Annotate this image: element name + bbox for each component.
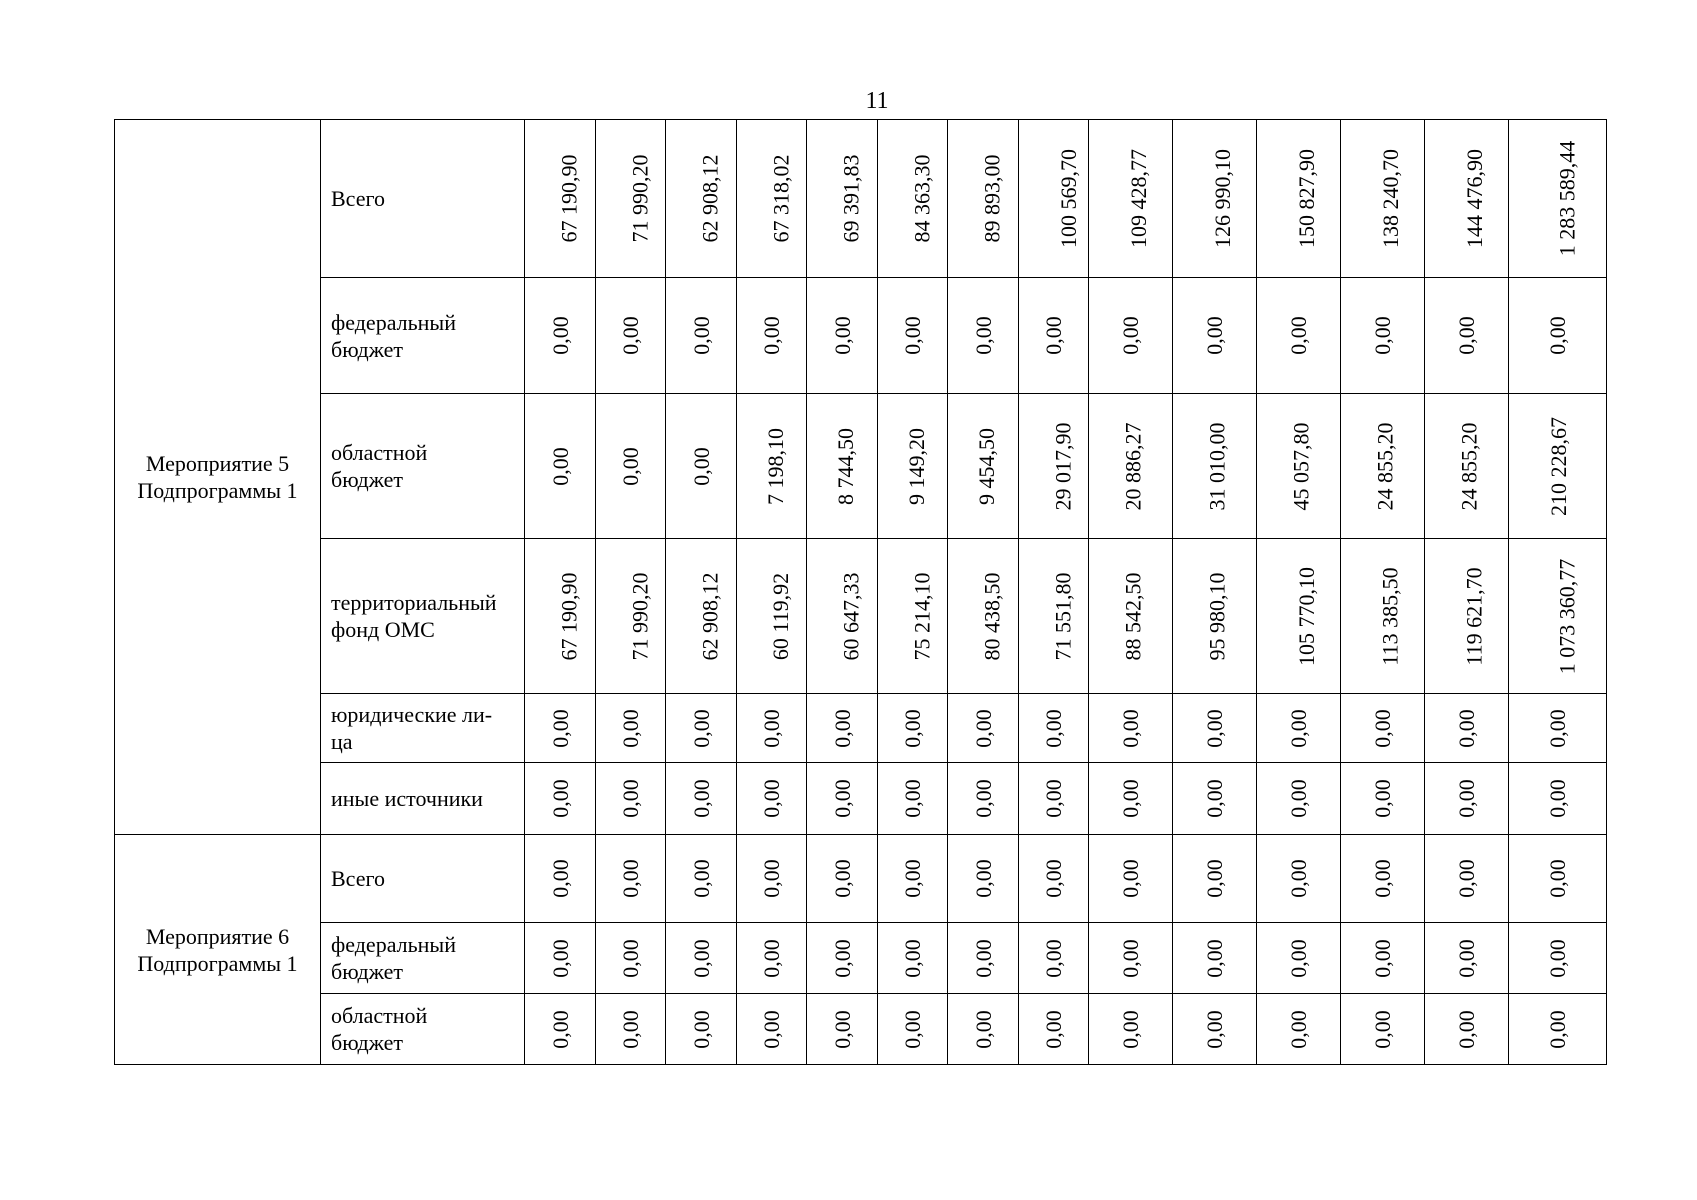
- amount-value: 0,00: [759, 779, 784, 818]
- amount-cell: [1341, 923, 1425, 994]
- amount-value: 0,00: [618, 316, 643, 355]
- amount-cell: [1173, 994, 1257, 1065]
- amount-value: 0,00: [547, 1009, 573, 1049]
- page-number: 11: [865, 88, 889, 114]
- amount-cell: [525, 994, 596, 1065]
- amount-cell: [525, 763, 596, 835]
- amount-value: 126 990,10: [1210, 149, 1235, 248]
- funding-source-label: иные источники: [331, 786, 483, 811]
- amount-cell: [1425, 835, 1509, 923]
- amount-cell: [525, 694, 596, 763]
- funding-source-label: областной бюджет: [331, 1003, 428, 1055]
- amount-cell: [1341, 539, 1425, 694]
- amount-value: 0,00: [1545, 938, 1570, 978]
- amount-cell: [666, 278, 737, 394]
- amount-cell: [1509, 278, 1607, 394]
- amount-cell: [1019, 994, 1089, 1065]
- amount-cell: [1089, 994, 1173, 1065]
- amount-cell: [525, 394, 596, 539]
- amount-value: 20 886,27: [1120, 422, 1146, 510]
- amount-cell: [1341, 694, 1425, 763]
- amount-value: 210 228,67: [1546, 416, 1571, 516]
- amount-cell: [948, 835, 1019, 923]
- amount-cell: [878, 120, 948, 278]
- amount-value: 0,00: [900, 938, 925, 978]
- amount-value: 0,00: [1545, 1009, 1570, 1049]
- amount-cell: [878, 539, 948, 694]
- amount-value: 0,00: [688, 859, 714, 898]
- amount-cell: [878, 994, 948, 1065]
- amount-value: 60 647,33: [838, 572, 864, 660]
- amount-value: 0,00: [1286, 779, 1311, 818]
- amount-value: 80 438,50: [979, 572, 1005, 660]
- amount-cell: [878, 923, 948, 994]
- amount-value: 0,00: [688, 708, 714, 748]
- amount-value: 0,00: [1041, 859, 1066, 898]
- amount-value: 1 283 589,44: [1554, 140, 1580, 257]
- amount-value: 0,00: [1545, 708, 1570, 748]
- amount-cell: [666, 923, 737, 994]
- amount-value: 67 190,90: [556, 154, 582, 243]
- amount-value: 0,00: [1202, 708, 1227, 748]
- table-row: [115, 694, 1607, 763]
- amount-value: 144 476,90: [1462, 149, 1487, 248]
- amount-cell: [596, 763, 666, 835]
- amount-cell: [525, 923, 596, 994]
- amount-value: 95 980,10: [1204, 572, 1230, 660]
- amount-value: 0,00: [759, 859, 784, 898]
- amount-value: 0,00: [1454, 938, 1479, 978]
- amount-value: 89 893,00: [979, 154, 1005, 243]
- amount-cell: [596, 120, 666, 278]
- amount-cell: [1341, 835, 1425, 923]
- amount-value: 7 198,10: [763, 427, 788, 505]
- amount-cell: [1425, 994, 1509, 1065]
- amount-value: 0,00: [1041, 938, 1066, 978]
- amount-cell: [1173, 763, 1257, 835]
- amount-cell: [948, 763, 1019, 835]
- amount-value: 0,00: [688, 938, 714, 978]
- amount-value: 0,00: [970, 938, 996, 978]
- amount-cell: [1425, 278, 1509, 394]
- amount-cell: [737, 278, 807, 394]
- funding-source-label: территориальный фонд ОМС: [331, 590, 497, 642]
- amount-value: 0,00: [759, 1009, 784, 1049]
- amount-value: 1 073 360,77: [1554, 558, 1580, 674]
- amount-value: 105 770,10: [1294, 566, 1319, 666]
- amount-cell: [1019, 394, 1089, 539]
- amount-cell: [1173, 278, 1257, 394]
- amount-cell: [1089, 763, 1173, 835]
- amount-value: 0,00: [900, 779, 925, 818]
- amount-value: 0,00: [1118, 859, 1143, 898]
- amount-value: 67 318,02: [768, 154, 794, 243]
- funding-source-cell: [321, 835, 525, 923]
- amount-value: 0,00: [1118, 708, 1143, 748]
- amount-value: 0,00: [900, 708, 925, 748]
- table-row: [115, 539, 1607, 694]
- amount-cell: [525, 835, 596, 923]
- amount-cell: [1509, 763, 1607, 835]
- amount-cell: [878, 835, 948, 923]
- funding-source-label: Всего: [331, 186, 385, 211]
- amount-cell: [1089, 120, 1173, 278]
- amount-value: 0,00: [1286, 708, 1311, 748]
- amount-value: 0,00: [547, 316, 573, 355]
- amount-value: 109 428,77: [1126, 149, 1151, 248]
- amount-cell: [1509, 394, 1607, 539]
- amount-cell: [737, 923, 807, 994]
- amount-value: 0,00: [970, 779, 996, 818]
- funding-source-label: областной бюджет: [331, 440, 428, 492]
- amount-cell: [1425, 120, 1509, 278]
- amount-value: 0,00: [1370, 779, 1395, 818]
- amount-cell: [807, 120, 878, 278]
- amount-value: 0,00: [1202, 938, 1227, 978]
- amount-value: 67 190,90: [556, 572, 582, 660]
- amount-cell: [1425, 694, 1509, 763]
- amount-cell: [666, 394, 737, 539]
- event-label: Мероприятие 5 Подпрограммы 1: [137, 451, 298, 503]
- amount-value: 0,00: [1041, 708, 1066, 748]
- amount-value: 0,00: [1454, 859, 1479, 898]
- amount-value: 0,00: [688, 779, 714, 818]
- amount-cell: [948, 923, 1019, 994]
- amount-cell: [878, 694, 948, 763]
- table-row: [115, 394, 1607, 539]
- amount-cell: [737, 763, 807, 835]
- amount-cell: [525, 539, 596, 694]
- amount-value: 9 149,20: [904, 427, 929, 505]
- amount-cell: [1509, 994, 1607, 1065]
- funding-source-cell: [321, 994, 525, 1065]
- amount-cell: [948, 278, 1019, 394]
- amount-cell: [1089, 835, 1173, 923]
- amount-cell: [596, 694, 666, 763]
- amount-value: 9 454,50: [974, 427, 999, 505]
- funding-source-cell: [321, 394, 525, 539]
- amount-cell: [525, 120, 596, 278]
- amount-value: 0,00: [618, 779, 643, 818]
- amount-cell: [807, 278, 878, 394]
- amount-value: 0,00: [1370, 708, 1395, 748]
- amount-value: 0,00: [618, 446, 643, 486]
- amount-value: 71 990,20: [627, 154, 653, 243]
- funding-table: [114, 119, 1607, 1065]
- amount-cell: [1257, 394, 1341, 539]
- amount-value: 0,00: [829, 708, 855, 748]
- amount-value: 0,00: [1202, 316, 1227, 355]
- amount-value: 0,00: [688, 1009, 714, 1049]
- amount-cell: [1341, 120, 1425, 278]
- amount-cell: [807, 394, 878, 539]
- amount-cell: [1019, 539, 1089, 694]
- amount-value: 0,00: [759, 708, 784, 748]
- amount-value: 8 744,50: [833, 427, 858, 505]
- amount-cell: [807, 923, 878, 994]
- amount-value: 0,00: [1118, 938, 1143, 978]
- amount-cell: [1257, 994, 1341, 1065]
- amount-cell: [878, 763, 948, 835]
- amount-value: 24 855,20: [1372, 422, 1398, 510]
- amount-cell: [1425, 394, 1509, 539]
- amount-cell: [1509, 539, 1607, 694]
- amount-cell: [1019, 923, 1089, 994]
- amount-value: 71 990,20: [627, 572, 653, 660]
- amount-value: 0,00: [1202, 1009, 1227, 1049]
- amount-cell: [948, 539, 1019, 694]
- amount-value: 62 908,12: [697, 572, 723, 660]
- amount-cell: [1173, 923, 1257, 994]
- amount-cell: [1257, 923, 1341, 994]
- table-row: [115, 120, 1607, 278]
- amount-value: 0,00: [1286, 1009, 1311, 1049]
- amount-cell: [1341, 763, 1425, 835]
- amount-cell: [737, 994, 807, 1065]
- amount-value: 0,00: [1545, 316, 1570, 355]
- funding-source-cell: [321, 763, 525, 835]
- amount-cell: [948, 694, 1019, 763]
- funding-source-cell: [321, 539, 525, 694]
- amount-cell: [1341, 994, 1425, 1065]
- amount-cell: [1089, 394, 1173, 539]
- table-row: [115, 923, 1607, 994]
- amount-cell: [666, 539, 737, 694]
- amount-value: 0,00: [829, 1009, 855, 1049]
- amount-cell: [948, 994, 1019, 1065]
- amount-value: 0,00: [970, 859, 996, 898]
- amount-value: 60 119,92: [768, 572, 794, 660]
- amount-cell: [1425, 923, 1509, 994]
- amount-value: 0,00: [1286, 938, 1311, 978]
- amount-cell: [1341, 278, 1425, 394]
- amount-cell: [807, 835, 878, 923]
- amount-value: 0,00: [829, 938, 855, 978]
- amount-value: 0,00: [970, 708, 996, 748]
- amount-cell: [737, 694, 807, 763]
- amount-cell: [596, 539, 666, 694]
- funding-source-cell: [321, 278, 525, 394]
- amount-value: 138 240,70: [1378, 149, 1403, 248]
- amount-cell: [1509, 120, 1607, 278]
- amount-value: 0,00: [829, 859, 855, 898]
- amount-value: 0,00: [618, 859, 643, 898]
- amount-value: 0,00: [547, 446, 573, 486]
- amount-value: 0,00: [618, 1009, 643, 1049]
- amount-cell: [1425, 539, 1509, 694]
- amount-value: 88 542,50: [1120, 572, 1146, 660]
- amount-value: 0,00: [1454, 779, 1479, 818]
- amount-value: 0,00: [970, 316, 996, 355]
- amount-cell: [1257, 835, 1341, 923]
- amount-value: 113 385,50: [1377, 566, 1403, 666]
- amount-cell: [737, 835, 807, 923]
- table-row: [115, 835, 1607, 923]
- amount-cell: [666, 694, 737, 763]
- amount-cell: [1173, 120, 1257, 278]
- amount-cell: [807, 994, 878, 1065]
- amount-value: 45 057,80: [1288, 422, 1314, 510]
- amount-value: 0,00: [900, 1009, 925, 1049]
- amount-value: 0,00: [1370, 938, 1395, 978]
- amount-value: 0,00: [1118, 1009, 1143, 1049]
- amount-value: 0,00: [1370, 316, 1395, 355]
- amount-cell: [878, 278, 948, 394]
- amount-value: 0,00: [1370, 1009, 1395, 1049]
- amount-cell: [807, 694, 878, 763]
- amount-cell: [948, 120, 1019, 278]
- amount-cell: [1257, 278, 1341, 394]
- amount-value: 0,00: [1041, 316, 1066, 355]
- amount-value: 0,00: [1370, 859, 1395, 898]
- amount-cell: [1019, 278, 1089, 394]
- amount-cell: [596, 923, 666, 994]
- table-row: [115, 994, 1607, 1065]
- amount-value: 0,00: [547, 779, 573, 818]
- amount-cell: [1257, 539, 1341, 694]
- funding-source-label: федеральный бюджет: [331, 932, 456, 984]
- amount-value: 0,00: [547, 708, 573, 748]
- amount-value: 75 214,10: [909, 572, 935, 660]
- funding-source-cell: [321, 694, 525, 763]
- amount-value: 0,00: [1041, 779, 1066, 818]
- event-label-cell: [115, 835, 321, 1065]
- amount-value: 84 363,30: [909, 154, 935, 243]
- amount-cell: [1257, 694, 1341, 763]
- funding-source-cell: [321, 120, 525, 278]
- amount-value: 0,00: [1202, 779, 1227, 818]
- amount-cell: [596, 835, 666, 923]
- amount-cell: [525, 278, 596, 394]
- amount-value: 100 569,70: [1056, 149, 1081, 248]
- amount-value: 31 010,00: [1204, 422, 1230, 510]
- amount-cell: [666, 835, 737, 923]
- amount-cell: [737, 120, 807, 278]
- amount-value: 0,00: [970, 1009, 996, 1049]
- amount-value: 0,00: [618, 938, 643, 978]
- table-row: [115, 763, 1607, 835]
- amount-value: 29 017,90: [1050, 422, 1076, 510]
- amount-value: 62 908,12: [697, 154, 723, 243]
- amount-value: 0,00: [829, 779, 855, 818]
- amount-value: 0,00: [1286, 859, 1311, 898]
- amount-cell: [948, 394, 1019, 539]
- amount-cell: [1019, 763, 1089, 835]
- event-label: Мероприятие 6 Подпрограммы 1: [137, 923, 298, 976]
- amount-value: 0,00: [1202, 859, 1227, 898]
- amount-value: 0,00: [759, 938, 784, 978]
- amount-value: 0,00: [688, 316, 714, 355]
- amount-value: 0,00: [1454, 1009, 1479, 1049]
- amount-value: 150 827,90: [1294, 149, 1319, 248]
- funding-source-label: федеральный бюджет: [331, 309, 456, 362]
- amount-cell: [807, 539, 878, 694]
- amount-value: 0,00: [547, 938, 573, 978]
- amount-value: 0,00: [618, 708, 643, 748]
- amount-value: 0,00: [1118, 779, 1143, 818]
- amount-cell: [807, 763, 878, 835]
- amount-value: 0,00: [1041, 1009, 1066, 1049]
- amount-cell: [1257, 120, 1341, 278]
- amount-cell: [1089, 539, 1173, 694]
- table-row: [115, 278, 1607, 394]
- amount-cell: [596, 994, 666, 1065]
- amount-value: 24 855,20: [1456, 422, 1482, 510]
- amount-cell: [666, 763, 737, 835]
- funding-source-label: юридические ли- ца: [331, 702, 493, 754]
- amount-value: 0,00: [1545, 859, 1570, 898]
- amount-cell: [1019, 120, 1089, 278]
- amount-cell: [1173, 394, 1257, 539]
- amount-cell: [737, 539, 807, 694]
- amount-value: 0,00: [759, 316, 784, 355]
- amount-cell: [596, 278, 666, 394]
- amount-cell: [666, 120, 737, 278]
- amount-value: 0,00: [547, 859, 573, 898]
- amount-cell: [1257, 763, 1341, 835]
- amount-cell: [878, 394, 948, 539]
- amount-cell: [1089, 278, 1173, 394]
- amount-value: 0,00: [1454, 316, 1479, 355]
- amount-cell: [1019, 835, 1089, 923]
- amount-cell: [1425, 763, 1509, 835]
- amount-cell: [596, 394, 666, 539]
- amount-value: 0,00: [688, 446, 714, 486]
- amount-value: 0,00: [1454, 708, 1479, 748]
- amount-value: 0,00: [900, 316, 925, 355]
- amount-value: 0,00: [1545, 779, 1570, 818]
- event-label-cell: [115, 120, 321, 835]
- amount-cell: [1509, 835, 1607, 923]
- amount-cell: [666, 994, 737, 1065]
- amount-cell: [1089, 694, 1173, 763]
- amount-cell: [1089, 923, 1173, 994]
- amount-value: 71 551,80: [1050, 572, 1076, 660]
- amount-cell: [1509, 694, 1607, 763]
- funding-source-label: Всего: [331, 866, 385, 891]
- amount-cell: [1341, 394, 1425, 539]
- amount-cell: [1173, 694, 1257, 763]
- amount-value: 0,00: [900, 859, 925, 898]
- amount-cell: [737, 394, 807, 539]
- amount-value: 0,00: [1118, 316, 1143, 355]
- amount-value: 119 621,70: [1461, 566, 1487, 666]
- amount-cell: [1509, 923, 1607, 994]
- amount-cell: [1173, 835, 1257, 923]
- amount-cell: [1019, 694, 1089, 763]
- amount-value: 0,00: [1286, 316, 1311, 355]
- amount-value: 69 391,83: [838, 154, 864, 243]
- amount-cell: [1173, 539, 1257, 694]
- funding-source-cell: [321, 923, 525, 994]
- amount-value: 0,00: [829, 316, 855, 355]
